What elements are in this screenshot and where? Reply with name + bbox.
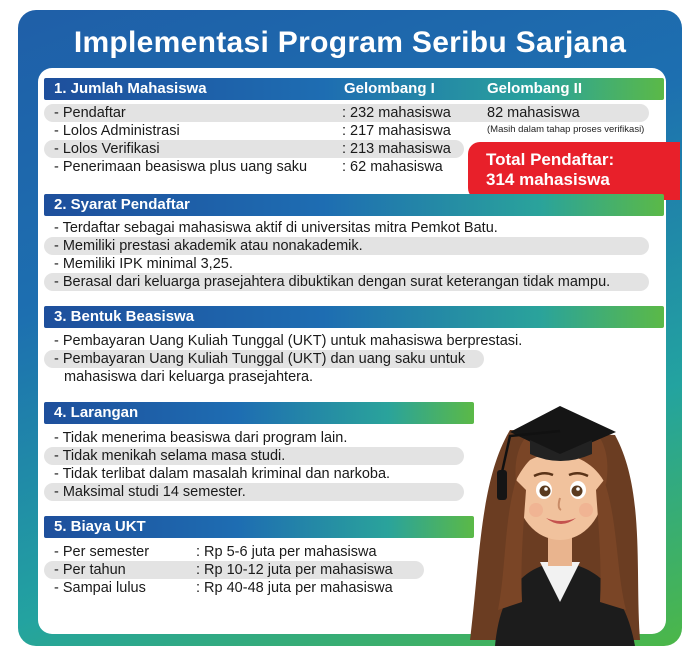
row-value: : Rp 10-12 juta per mahasiswa <box>196 562 393 578</box>
row-label: - Per semester <box>54 544 150 560</box>
row-value-gelombang-1: : 232 mahasiswa <box>342 105 451 121</box>
list-item <box>44 447 464 465</box>
table-row <box>44 122 451 140</box>
row-value-gelombang-1: : 217 mahasiswa <box>342 123 451 139</box>
section-title: 5. Biaya UKT <box>54 518 146 535</box>
list-item <box>44 483 464 501</box>
list-item <box>44 368 314 386</box>
row-label: - Pendaftar <box>54 105 126 121</box>
list-item <box>44 332 523 350</box>
row-value: : Rp 5-6 juta per mahasiswa <box>196 544 377 560</box>
page-title: Implementasi Program Seribu Sarjana <box>73 26 627 59</box>
row-label: - Penerimaan beasiswa plus uang saku <box>54 159 308 175</box>
list-item <box>44 219 498 237</box>
list-item-text: - Tidak menerima beasiswa dari program lain. <box>54 430 348 446</box>
table-row <box>44 561 424 579</box>
section-title: 4. Larangan <box>54 404 139 421</box>
list-item-text: - Pembayaran Uang Kuliah Tunggal (UKT) dan uang saku untuk <box>54 351 466 367</box>
section-header-syarat-pendaftar <box>44 194 664 216</box>
list-item-text: - Maksimal studi 14 semester. <box>54 484 246 500</box>
section-header-bentuk-beasiswa <box>44 306 664 328</box>
total-registrants-badge <box>468 142 680 200</box>
row-value-gelombang-1: : 213 mahasiswa <box>342 141 451 157</box>
graduate-girl-illustration <box>440 340 680 646</box>
list-item <box>44 465 391 483</box>
list-item-text: - Terdaftar sebagai mahasiswa aktif di universitas mitra Pemkot Batu. <box>54 220 498 236</box>
total-value: 314 mahasiswa <box>486 170 610 189</box>
section-header-jumlah-mahasiswa <box>44 78 664 100</box>
table-row <box>44 579 393 597</box>
list-item-text: - Tidak terlibat dalam masalah kriminal dan narkoba. <box>54 466 391 482</box>
row-label: - Lolos Verifikasi <box>54 141 160 157</box>
list-item-text: - Memiliki prestasi akademik atau nonakademik. <box>54 238 363 254</box>
total-label: Total Pendaftar: <box>486 150 615 169</box>
table-row <box>44 158 443 176</box>
list-item-text: - Pembayaran Uang Kuliah Tunggal (UKT) untuk mahasiswa berprestasi. <box>54 333 523 349</box>
table-row <box>44 543 377 561</box>
list-item-text: mahasiswa dari keluarga prasejahtera. <box>64 369 314 385</box>
list-item-text: - Berasal dari keluarga prasejahtera dibuktikan dengan surat keterangan tidak mampu. <box>54 274 611 290</box>
section-title: 2. Syarat Pendaftar <box>54 196 190 213</box>
verification-note: (Masih dalam tahap proses verifikasi) <box>487 124 645 135</box>
section-title: 1. Jumlah Mahasiswa <box>54 80 207 97</box>
list-item <box>44 273 649 291</box>
row-value-gelombang-2: 82 mahasiswa <box>487 105 580 121</box>
list-item-text: - Memiliki IPK minimal 3,25. <box>54 256 233 272</box>
row-value-gelombang-1: : 62 mahasiswa <box>342 159 443 175</box>
list-item <box>44 429 348 447</box>
section-header-larangan <box>44 402 474 424</box>
row-value: : Rp 40-48 juta per mahasiswa <box>196 580 393 596</box>
section-title: 3. Bentuk Beasiswa <box>54 308 195 325</box>
table-row <box>44 104 649 122</box>
list-item-text: - Tidak menikah selama masa studi. <box>54 448 286 464</box>
table-row <box>44 140 464 158</box>
list-item <box>44 237 649 255</box>
list-item <box>44 350 484 368</box>
column-header-gelombang-2: Gelombang II <box>487 80 583 97</box>
column-header-gelombang-1: Gelombang I <box>344 80 435 97</box>
section-header-biaya-ukt <box>44 516 474 538</box>
row-label: - Lolos Administrasi <box>54 123 180 139</box>
list-item <box>44 255 233 273</box>
row-label: - Per tahun <box>54 562 126 578</box>
row-label: - Sampai lulus <box>54 580 146 596</box>
